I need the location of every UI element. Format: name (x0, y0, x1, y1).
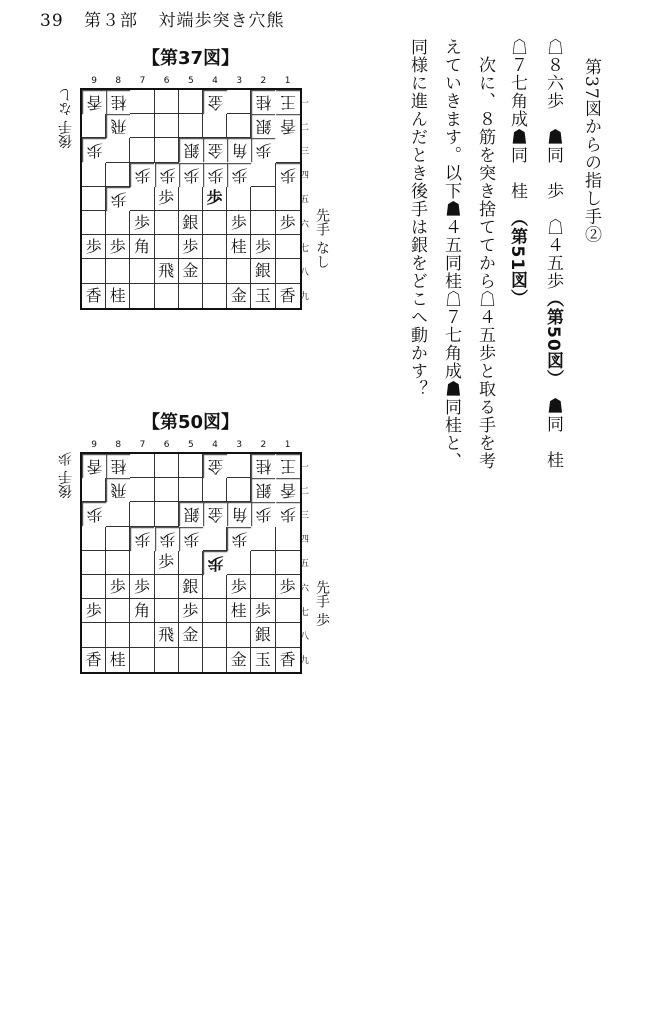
shogi-piece: 金 (203, 90, 227, 114)
shogi-piece: 歩 (106, 187, 130, 211)
board-square (155, 138, 179, 162)
board-square (155, 454, 179, 478)
shogi-piece: 歩 (203, 551, 227, 575)
diagram-50-ref: （第50図） (543, 290, 563, 380)
shogi-piece: 歩 (106, 235, 130, 259)
moves-line-1-b: ☗同 桂 (543, 379, 563, 470)
diagram-37-ranks (300, 90, 309, 308)
shogi-piece: 銀 (251, 623, 275, 647)
shogi-piece: 歩 (179, 163, 203, 187)
board-square (203, 259, 227, 283)
coord-label: 一 (300, 462, 310, 473)
board-square (251, 211, 275, 235)
board-square (276, 527, 300, 551)
diagram-37-board (80, 88, 302, 310)
page-number: 39 (40, 11, 64, 31)
board-square (227, 187, 251, 211)
board-square (106, 163, 130, 187)
shogi-piece: 飛 (155, 623, 179, 647)
shogi-piece: 桂 (251, 454, 275, 478)
board-square (155, 478, 179, 502)
shogi-piece: 香 (82, 284, 106, 308)
board-square (227, 478, 251, 502)
shogi-piece: 歩 (203, 187, 227, 211)
coord-label: 7 (139, 440, 146, 450)
board-square (251, 163, 275, 187)
board-square (130, 454, 154, 478)
shogi-piece: 金 (179, 259, 203, 283)
shogi-piece: 歩 (276, 502, 300, 526)
shogi-piece: 歩 (227, 211, 251, 235)
board-square (82, 187, 106, 211)
shogi-piece: 歩 (276, 211, 300, 235)
board-square (227, 551, 251, 575)
shogi-piece: 歩 (106, 575, 130, 599)
diagram-50-title: 【第50図】 (142, 412, 240, 433)
coord-label: 六 (300, 583, 310, 594)
shogi-piece: 金 (227, 284, 251, 308)
board-square (155, 599, 179, 623)
board-square (82, 551, 106, 575)
moves-line-2 (508, 38, 525, 307)
coord-label: 一 (300, 98, 310, 109)
board-square (203, 575, 227, 599)
board-square (155, 235, 179, 259)
shogi-piece: 銀 (179, 502, 203, 526)
board-square (130, 551, 154, 575)
board-square (130, 648, 154, 672)
diagram-51-ref: （第51図） (507, 218, 527, 308)
coord-label: 七 (300, 243, 310, 254)
board-square (203, 623, 227, 647)
shogi-piece: 香 (276, 478, 300, 502)
paragraph-line-1: 次に、８筋を突き捨ててから☖４五歩と取る手を考 (475, 38, 495, 470)
coord-label: 2 (260, 76, 267, 86)
shogi-piece: 香 (279, 649, 296, 669)
board-square (106, 527, 130, 551)
shogi-piece: 角 (227, 138, 251, 162)
board-square (130, 90, 154, 114)
shogi-piece: 歩 (251, 599, 275, 623)
coord-label: 9 (91, 440, 97, 450)
board-square (203, 478, 227, 502)
paragraph-line-2: えていきます。以下☗４五同桂☖７七角成☗同桂と、 (441, 38, 461, 470)
board-square (106, 259, 130, 283)
shogi-piece: 桂 (227, 235, 251, 259)
shogi-piece: 歩 (155, 551, 179, 575)
coord-label: 八 (300, 631, 310, 642)
coord-label: 9 (91, 76, 97, 86)
shogi-piece: 歩 (251, 502, 275, 526)
diagram-50-sente-hand: 先手 歩 (314, 580, 330, 627)
shogi-piece: 歩 (130, 211, 154, 235)
board-square (82, 259, 106, 283)
board-square (106, 599, 130, 623)
shogi-piece: 香 (82, 648, 106, 672)
board-square (106, 502, 130, 526)
shogi-piece: 歩 (155, 527, 179, 551)
board-square (276, 551, 300, 575)
moves-line-1 (544, 38, 561, 469)
board-square (227, 114, 251, 138)
board-square (82, 575, 106, 599)
shogi-piece: 桂 (227, 599, 251, 623)
coord-label: 1 (284, 76, 291, 86)
shogi-piece: 歩 (130, 527, 154, 551)
shogi-piece: 歩 (276, 163, 300, 187)
shogi-piece: 玉 (251, 648, 275, 672)
shogi-piece: 歩 (227, 575, 251, 599)
board-square (155, 211, 179, 235)
shogi-piece: 歩 (155, 163, 179, 187)
board-square (130, 284, 154, 308)
board-square (203, 114, 227, 138)
board-square (130, 478, 154, 502)
coord-label: 四 (300, 535, 310, 546)
coord-label: 3 (236, 440, 243, 450)
part-label: 第３部 (84, 11, 139, 31)
shogi-piece: 歩 (276, 575, 300, 599)
diagram-50-files (82, 440, 300, 450)
shogi-piece: 歩 (82, 138, 106, 162)
board-square (155, 575, 179, 599)
board-square (155, 648, 179, 672)
board-square (155, 284, 179, 308)
moves-heading: 第37図からの指し手② (581, 58, 601, 244)
moves-line-2-a: ☖７七角成☗同 桂 (507, 38, 527, 218)
shogi-piece: 金 (227, 648, 251, 672)
board-square (251, 527, 275, 551)
shogi-piece: 桂 (106, 648, 130, 672)
board-square (106, 211, 130, 235)
shogi-piece: 金 (203, 502, 227, 526)
diagram-50-ranks (300, 454, 309, 672)
coord-label: 1 (284, 440, 291, 450)
shogi-piece: 王 (276, 454, 300, 478)
shogi-piece: 歩 (251, 138, 275, 162)
board-square (82, 163, 106, 187)
board-square (106, 551, 130, 575)
board-square (276, 599, 300, 623)
shogi-piece: 歩 (130, 163, 154, 187)
board-square (203, 284, 227, 308)
board-square (203, 599, 227, 623)
coord-label: 六 (300, 219, 310, 230)
board-square (106, 138, 130, 162)
shogi-piece: 歩 (155, 187, 179, 211)
coord-label: 五 (300, 559, 310, 570)
coord-label: 7 (139, 76, 146, 86)
board-square (276, 138, 300, 162)
board-square (276, 623, 300, 647)
shogi-piece: 銀 (179, 575, 203, 599)
shogi-piece: 歩 (179, 235, 203, 259)
shogi-piece: 玉 (251, 284, 275, 308)
coord-label: 五 (300, 195, 310, 206)
board-square (155, 90, 179, 114)
board-square (227, 259, 251, 283)
coord-label: 三 (300, 510, 310, 521)
coord-label: 七 (300, 607, 310, 618)
board-square (227, 454, 251, 478)
board-square (130, 138, 154, 162)
shogi-piece: 歩 (179, 527, 203, 551)
board-square (251, 575, 275, 599)
board-square (82, 478, 106, 502)
board-square (106, 623, 130, 647)
board-square (179, 454, 203, 478)
shogi-piece: 歩 (130, 575, 154, 599)
diagram-37-gote-hand: 後手 なし (58, 88, 74, 149)
shogi-piece: 香 (82, 454, 106, 478)
shogi-piece: 桂 (106, 284, 130, 308)
coord-label: 6 (163, 76, 170, 86)
board-square (251, 551, 275, 575)
diagram-37-title: 【第37図】 (142, 48, 240, 69)
board-square (203, 211, 227, 235)
shogi-piece: 歩 (203, 163, 227, 187)
coord-label: 二 (300, 486, 310, 497)
shogi-piece: 桂 (106, 90, 130, 114)
chapter-title: 対端歩突き穴熊 (158, 11, 285, 31)
board-square (179, 187, 203, 211)
shogi-piece: 金 (203, 138, 227, 162)
coord-label: 6 (163, 440, 170, 450)
shogi-piece: 飛 (155, 259, 179, 283)
coord-label: 3 (236, 76, 243, 86)
board-square (227, 90, 251, 114)
coord-label: 八 (300, 267, 310, 278)
shogi-piece: 香 (276, 114, 300, 138)
board-square (130, 502, 154, 526)
coord-label: 8 (115, 440, 122, 450)
shogi-piece: 角 (130, 599, 154, 623)
shogi-piece: 香 (279, 285, 296, 305)
shogi-piece: 歩 (179, 599, 203, 623)
diagram-50-gote-hand: 後手 歩 (58, 452, 74, 499)
shogi-piece: 香 (82, 90, 106, 114)
coord-label: 5 (187, 76, 194, 86)
board-square (179, 478, 203, 502)
board-square (82, 114, 106, 138)
coord-label: 5 (187, 440, 194, 450)
board-square (251, 187, 275, 211)
coord-label: 4 (212, 440, 218, 450)
shogi-piece: 角 (227, 502, 251, 526)
shogi-piece: 飛 (106, 114, 130, 138)
coord-label: 九 (300, 292, 310, 303)
shogi-piece: 銀 (179, 138, 203, 162)
board-square (179, 648, 203, 672)
shogi-piece: 王 (276, 90, 300, 114)
coord-label: 四 (300, 171, 310, 182)
shogi-piece: 飛 (106, 478, 130, 502)
board-square (179, 551, 203, 575)
board-square (130, 187, 154, 211)
shogi-piece: 歩 (82, 502, 106, 526)
shogi-piece: 桂 (251, 90, 275, 114)
shogi-piece: 角 (130, 235, 154, 259)
coord-label: 4 (212, 76, 218, 86)
coord-label: 三 (300, 146, 310, 157)
board-square (227, 623, 251, 647)
shogi-piece: 銀 (251, 478, 275, 502)
shogi-piece: 歩 (227, 163, 251, 187)
shogi-piece: 歩 (82, 599, 106, 623)
coord-label: 二 (300, 122, 310, 133)
shogi-piece: 歩 (251, 235, 275, 259)
coord-label: 2 (260, 440, 267, 450)
moves-line-1-a: ☖８六歩 ☗同 歩 ☖４五歩 (543, 38, 563, 290)
board-square (179, 90, 203, 114)
board-square (179, 114, 203, 138)
board-square (82, 623, 106, 647)
diagram-50-board (80, 452, 302, 674)
board-square (155, 502, 179, 526)
board-square (276, 187, 300, 211)
board-square (276, 259, 300, 283)
shogi-piece: 銀 (251, 114, 275, 138)
board-square (203, 235, 227, 259)
shogi-piece: 金 (203, 454, 227, 478)
board-square (203, 648, 227, 672)
board-square (82, 527, 106, 551)
board-square (82, 211, 106, 235)
board-square (130, 259, 154, 283)
coord-label: 九 (300, 656, 310, 667)
board-square (130, 623, 154, 647)
diagram-37-sente-hand: 先手 なし (314, 208, 330, 269)
shogi-piece: 銀 (179, 211, 203, 235)
shogi-piece: 銀 (251, 259, 275, 283)
shogi-piece: 歩 (82, 235, 106, 259)
board-square (276, 235, 300, 259)
coord-label: 8 (115, 76, 122, 86)
diagram-37-files (82, 76, 300, 86)
board-square (203, 527, 227, 551)
board-square (155, 114, 179, 138)
shogi-piece: 歩 (227, 527, 251, 551)
shogi-piece: 桂 (106, 454, 130, 478)
board-square (130, 114, 154, 138)
shogi-piece: 金 (179, 623, 203, 647)
paragraph-line-3: 同様に進んだとき後手は銀をどこへ動かす？ (407, 38, 427, 398)
board-square (179, 284, 203, 308)
page-header (40, 6, 298, 31)
